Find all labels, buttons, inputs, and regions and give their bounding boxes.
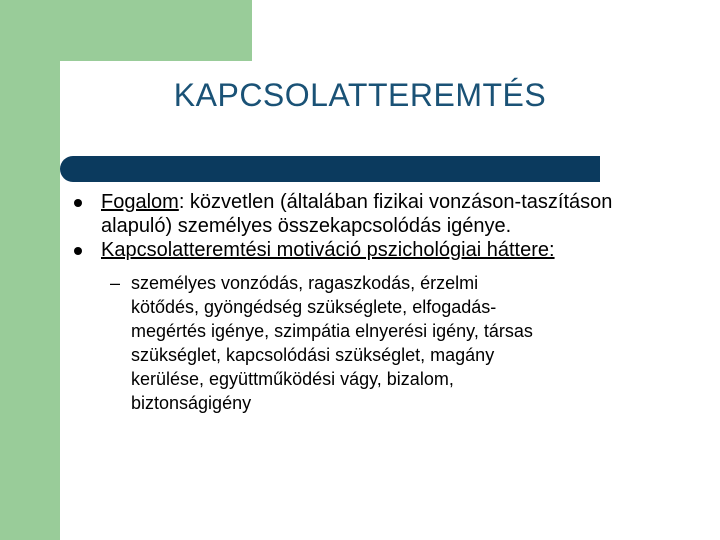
green-side-band — [0, 0, 60, 540]
subbullet-line: biztonságigény — [131, 393, 252, 413]
slide-content — [70, 190, 670, 415]
subbullet-line: kötődés, gyöngédség szükséglete, elfogadás- — [131, 297, 497, 317]
slide-title: KAPCSOLATTEREMTÉS — [173, 77, 547, 113]
bullet-text: Kapcsolatteremtési motiváció pszichológiai háttere: — [101, 239, 555, 261]
bullet-icon — [74, 199, 82, 207]
subbullet-item — [70, 271, 670, 415]
bullet-item-fogalom — [70, 190, 670, 238]
dash-icon: – — [110, 273, 121, 293]
bullet-text: : közvetlen (általában fizikai vonzáson-taszításon alapuló) személyes összekapcsolódás igénye. — [101, 191, 613, 237]
green-top-band — [0, 0, 252, 61]
bullet-term: Fogalom — [101, 191, 179, 213]
subbullet-line: megértés igénye, szimpátia elnyerési igény, társas — [131, 321, 533, 341]
title-underline-bar — [60, 156, 600, 182]
bullet-icon — [74, 247, 82, 255]
subbullet-line: személyes vonzódás, ragaszkodás, érzelmi — [131, 273, 479, 293]
bullet-item-motivacio — [70, 238, 670, 262]
subbullet-line: szükséglet, kapcsolódási szükséglet, magány — [131, 345, 495, 365]
subbullet-line: kerülése, együttműködési vágy, bizalom, — [131, 369, 454, 389]
